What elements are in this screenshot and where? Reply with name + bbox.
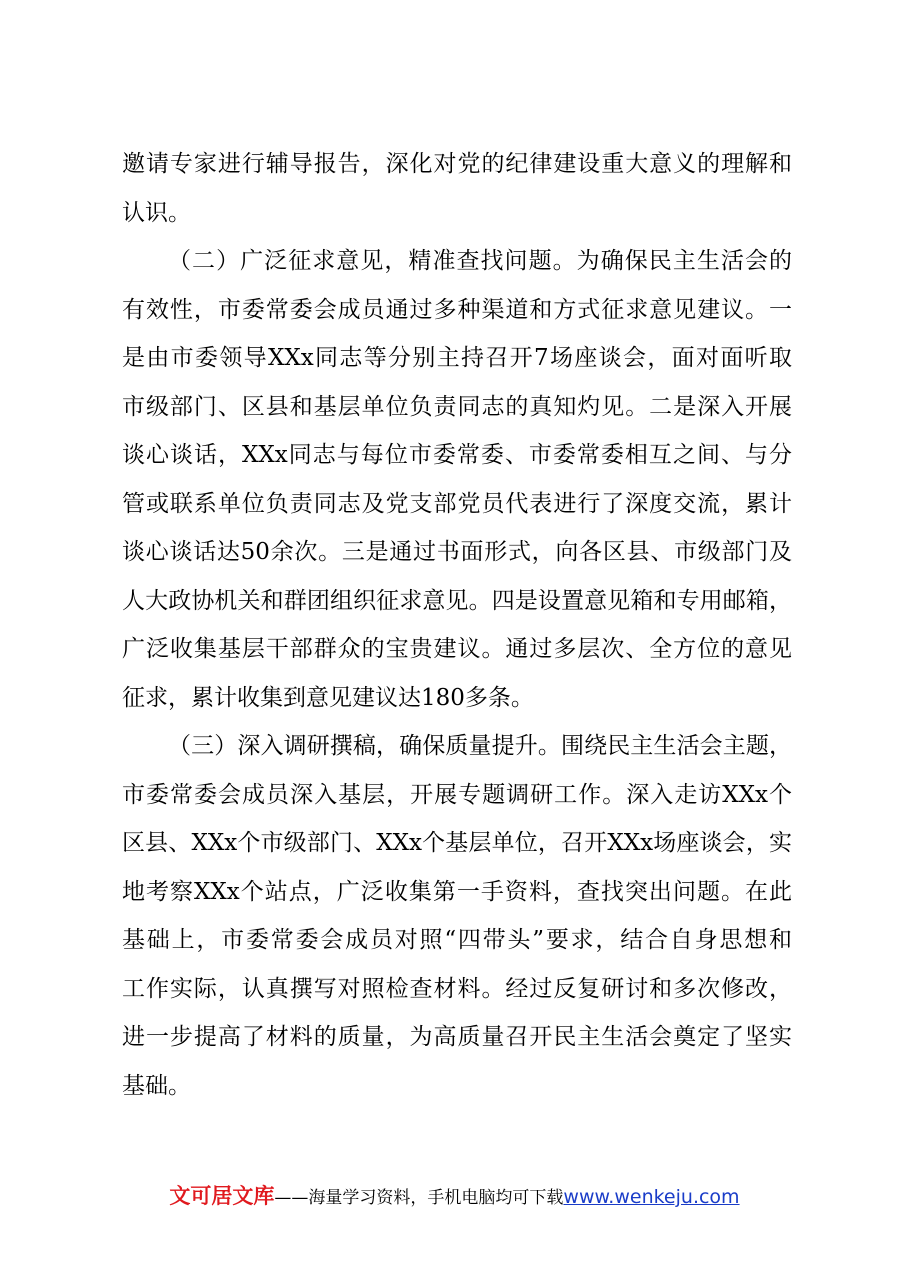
text-line: 谈心谈话达50余次。三是通过书面形式，向各区县、市级部门及 bbox=[122, 539, 792, 565]
text-line: 认识。 bbox=[122, 199, 191, 226]
text-line: 广泛收集基层干部群众的宝贵建议。通过多层次、全方位的意见 bbox=[122, 636, 792, 662]
text-line: 邀请专家进行辅导报告，深化对党的纪律建设重大意义的理解和 bbox=[122, 151, 792, 177]
text-line: 地考察XXx个站点，广泛收集第一手资料，查找突出问题。在此 bbox=[122, 878, 792, 905]
footer-banner bbox=[0, 1180, 909, 1210]
brand-name: 文可居文库 bbox=[169, 1184, 275, 1208]
text-line: 有效性，市委常委会成员通过多种渠道和方式征求意见建议。一 bbox=[122, 296, 792, 323]
text-line: 基础上，市委常委会成员对照“四带头”要求，结合自身思想和 bbox=[122, 927, 792, 953]
text-line: 征求，累计收集到意见建议达180多条。 bbox=[122, 684, 534, 711]
text-line: 谈心谈话，XXx同志与每位市委常委、市委常委相互之间、与分 bbox=[122, 442, 792, 468]
text-line: 市委常委会成员深入基层，开展专题调研工作。深入走访XXx个 bbox=[122, 781, 792, 808]
text-line: 区县、XXx个市级部门、XXx个基层单位，召开XXx场座谈会，实 bbox=[122, 830, 792, 856]
section-heading-line: （三）深入调研撰稿，确保质量提升。围绕民主生活会主题， bbox=[168, 733, 792, 759]
text-line: 是由市委领导XXx同志等分别主持召开7场座谈会，面对面听取 bbox=[122, 345, 792, 371]
text-line: 人大政协机关和群团组织征求意见。四是设置意见箱和专用邮箱， bbox=[122, 587, 792, 614]
footer-tagline: ——海量学习资料，手机电脑均可下载 bbox=[274, 1188, 564, 1208]
text-line: 工作实际，认真撰写对照检查材料。经过反复研讨和多次修改， bbox=[122, 975, 792, 1002]
section-heading-line: （二）广泛征求意见，精准查找问题。为确保民主生活会的 bbox=[168, 248, 792, 274]
text-line: 管或联系单位负责同志及党支部党员代表进行了深度交流，累计 bbox=[122, 490, 792, 517]
text-line: 基础。 bbox=[122, 1072, 191, 1099]
text-line: 市级部门、区县和基层单位负责同志的真知灼见。二是深入开展 bbox=[122, 393, 792, 420]
text-line: 进一步提高了材料的质量，为高质量召开民主生活会奠定了坚实 bbox=[122, 1024, 792, 1050]
document-body bbox=[122, 140, 792, 1110]
website-link[interactable]: www.wenkeju.com bbox=[563, 1186, 740, 1208]
